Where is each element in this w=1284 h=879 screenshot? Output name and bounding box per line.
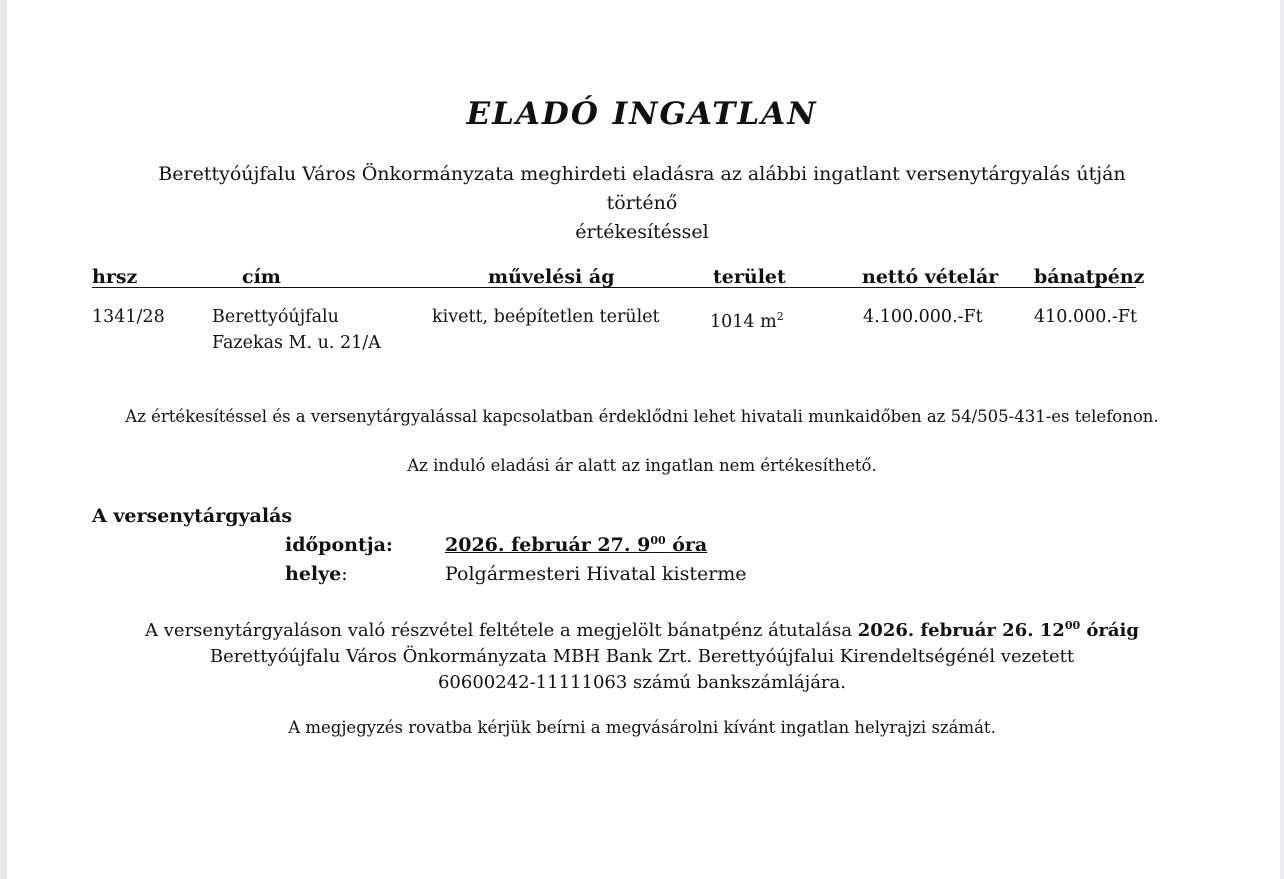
header-terulet: terület bbox=[713, 266, 786, 288]
cell-hrsz: 1341/28 bbox=[92, 307, 165, 327]
condition-deadline-date: 2026. február 26. 12 bbox=[857, 620, 1065, 641]
auction-place-label-bold: helye bbox=[285, 563, 342, 585]
condition-deadline-minutes-sup: 00 bbox=[1064, 619, 1081, 632]
header-muvelesi-ag: művelési ág bbox=[488, 266, 615, 288]
page-title: ELADÓ INGATLAN bbox=[466, 96, 818, 132]
intro-text bbox=[140, 160, 1144, 247]
condition-line-2: Berettyóújfalu Város Önkormányzata MBH Bank Zrt. Berettyóújfalui Kirendeltségénél vezetett bbox=[209, 646, 1075, 667]
header-cim: cím bbox=[242, 266, 281, 288]
auction-time-date: 2026. február 27. 9 bbox=[445, 534, 651, 556]
condition-line-1 bbox=[0, 613, 1284, 644]
cell-terulet-unit-sup: 2 bbox=[776, 310, 784, 323]
condition-deadline bbox=[858, 620, 1139, 641]
header-banatpenz: bánatpénz bbox=[1034, 266, 1145, 288]
condition-line-3: 60600242-11111063 számú bankszámlájára. bbox=[437, 672, 846, 693]
condition-deadline-suffix: óráig bbox=[1080, 620, 1139, 641]
cell-cim bbox=[212, 304, 381, 356]
auction-place-label-colon: : bbox=[341, 563, 348, 585]
header-netto-vetelar: nettó vételár bbox=[862, 266, 999, 288]
cell-muvelesi-ag: kivett, beépítetlen terület bbox=[432, 307, 660, 327]
minimum-price-note: Az induló eladási ár alatt az ingatlan nem értékesíthető. bbox=[407, 456, 877, 475]
cell-terulet bbox=[710, 304, 784, 335]
cell-cim-line-1: Berettyóújfalu bbox=[212, 307, 339, 327]
auction-time-label: időpontja: bbox=[285, 534, 393, 556]
remark-instruction: A megjegyzés rovatba kérjük beírni a megvásárolni kívánt ingatlan helyrajzi számát. bbox=[288, 718, 996, 737]
auction-place-label bbox=[285, 563, 348, 585]
cell-banatpenz: 410.000.-Ft bbox=[1034, 307, 1138, 327]
cell-cim-line-2: Fazekas M. u. 21/A bbox=[212, 333, 381, 353]
auction-time-minutes-sup: 00 bbox=[650, 534, 666, 547]
contact-info: Az értékesítéssel és a versenytárgyalással kapcsolatban érdeklődni lehet hivatali munkaidőben az 54/505-431-es telefonon. bbox=[125, 407, 1159, 426]
auction-place-value: Polgármesteri Hivatal kisterme bbox=[445, 563, 747, 585]
cell-terulet-value: 1014 m bbox=[710, 312, 777, 332]
table-header-underline bbox=[92, 287, 1136, 288]
intro-line-1: Berettyóújfalu Város Önkormányzata meghirdeti eladásra az alábbi ingatlant versenytárgyalás útján történő bbox=[158, 163, 1126, 214]
auction-time-suffix: óra bbox=[665, 534, 708, 556]
cell-netto-vetelar: 4.100.000.-Ft bbox=[863, 307, 983, 327]
intro-line-2: értékesítéssel bbox=[575, 221, 709, 243]
condition-line-1-text: A versenytárgyaláson való részvétel feltétele a megjelölt bánatpénz átutalása bbox=[145, 620, 858, 641]
header-hrsz: hrsz bbox=[92, 266, 138, 288]
participation-condition bbox=[0, 613, 1284, 696]
auction-time-value bbox=[445, 534, 707, 556]
auction-heading: A versenytárgyalás bbox=[92, 505, 293, 527]
